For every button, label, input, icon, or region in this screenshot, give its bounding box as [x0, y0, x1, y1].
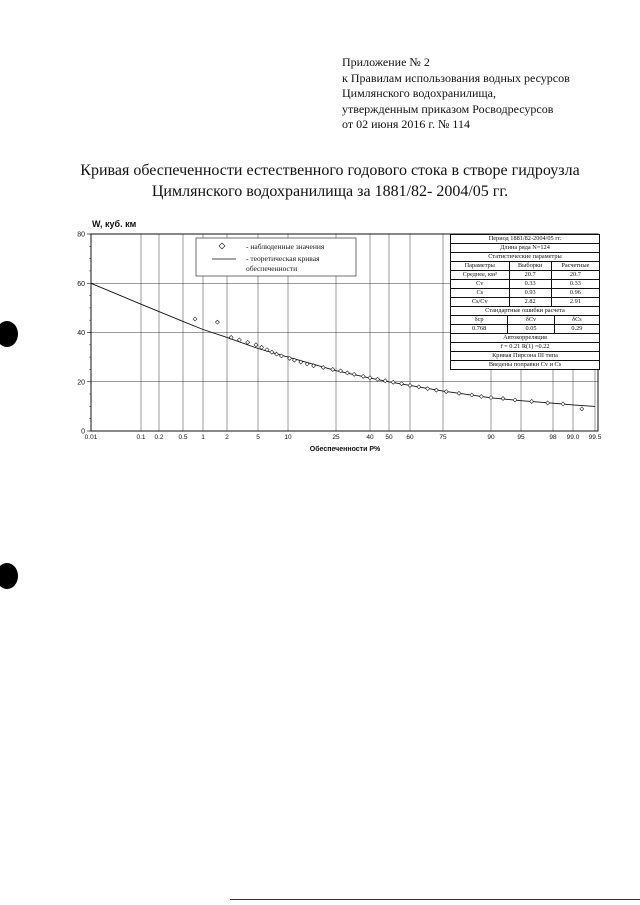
observed-point	[444, 390, 448, 394]
col-header: Выборки	[509, 262, 551, 271]
error-header: δCs	[554, 316, 599, 325]
x-tick-label: 60	[406, 434, 414, 441]
appendix-line: утвержденным приказом Росводресурсов	[342, 101, 554, 116]
stats-length: Длина ряда N=124	[451, 244, 599, 253]
observed-point	[352, 372, 356, 376]
y-tick-label: 0	[81, 428, 85, 436]
x-axis-label: Обеспеченности Р%	[309, 446, 381, 453]
observed-point	[345, 371, 349, 375]
appendix-line: Цимлянского водохранилища,	[342, 86, 496, 100]
appendix-line: Приложение № 2	[342, 55, 430, 69]
col-header: Расчетные	[551, 262, 599, 271]
y-axis-label: W, куб. км	[92, 219, 137, 229]
observed-point	[254, 343, 258, 347]
error-value: 0.29	[554, 325, 599, 334]
observed-point	[270, 350, 274, 354]
param-name: Cs	[451, 289, 509, 298]
param-sample: 0.93	[509, 289, 551, 298]
chart-legend	[196, 238, 356, 276]
x-tick-label: 0.1	[136, 434, 146, 441]
col-header: Параметры	[451, 262, 509, 271]
observed-point	[275, 352, 279, 356]
error-value: 0.768	[451, 325, 508, 334]
observed-point	[513, 398, 517, 402]
observed-point	[391, 380, 395, 384]
page-edge-line	[230, 899, 640, 900]
error-header: δср	[451, 316, 508, 325]
observed-point	[361, 374, 365, 378]
binder-hole-bottom	[0, 563, 18, 589]
y-tick-label: 80	[77, 231, 85, 239]
observed-point	[479, 395, 483, 399]
legend-observed: - наблюденные значения	[246, 242, 325, 251]
legend-theoretical-2: обеспеченности	[246, 264, 298, 273]
x-tick-label: 99.5	[588, 434, 602, 441]
observed-point	[489, 396, 493, 400]
error-value: 0.05	[508, 325, 555, 334]
observed-point	[417, 385, 421, 389]
x-tick-label: 40	[366, 434, 374, 441]
param-name: Cs/Cv	[451, 298, 509, 307]
stats-corrections: Введены поправки Cv и Cs	[488, 361, 562, 368]
observed-point	[376, 377, 380, 381]
x-tick-label: 1	[201, 434, 205, 441]
observed-point	[383, 379, 387, 383]
observed-point	[470, 393, 474, 397]
statistics-table	[450, 234, 600, 370]
x-tick-label: 0.01	[84, 434, 98, 441]
y-tick-label: 40	[77, 330, 85, 337]
appendix-line: от 02 июня 2016 г. № 114	[342, 117, 470, 131]
observed-point	[546, 401, 550, 405]
appendix-line: к Правилам использования водных ресурсов	[342, 70, 570, 85]
observed-point	[331, 367, 335, 371]
x-tick-label: 10	[284, 434, 292, 441]
x-tick-label: 0.2	[154, 434, 164, 441]
observed-point	[580, 407, 584, 411]
param-name: Cv	[451, 280, 509, 289]
param-sample: 2.82	[509, 298, 551, 307]
observed-point	[368, 376, 372, 380]
stats-autocorr-title: Автокорреляция	[451, 333, 599, 343]
stats-period: Период 1881/82-2004/05 гг.	[451, 235, 599, 244]
y-tick-label: 20	[77, 379, 85, 387]
x-tick-label: 2	[225, 434, 229, 441]
observed-point	[434, 388, 438, 392]
x-tick-label: 99.0	[566, 434, 580, 441]
param-sample: 20.7	[509, 271, 551, 280]
observed-point	[215, 320, 219, 324]
observed-point	[426, 387, 430, 391]
x-tick-label: 5	[256, 434, 260, 441]
param-name: Среднее, км³	[451, 271, 509, 280]
observed-point	[501, 396, 505, 400]
observed-point	[561, 402, 565, 406]
x-tick-label: 50	[385, 434, 393, 441]
stats-params-title: Статистические параметры	[451, 253, 599, 262]
title-line-1: Кривая обеспеченности естественного годового стока в створе гидроузла	[80, 162, 580, 179]
x-tick-label: 90	[487, 434, 495, 441]
legend-theoretical-1: - теоретическая кривая	[246, 254, 320, 263]
param-calc: 20.7	[551, 271, 599, 280]
stats-autocorr-value: r̄ = 0.21 R(1) =0.22	[451, 343, 599, 352]
observed-point	[530, 399, 534, 403]
stats-params-table	[451, 262, 599, 306]
error-header: δCv	[508, 316, 555, 325]
x-tick-label: 98	[549, 434, 557, 441]
x-tick-label: 95	[517, 434, 525, 441]
x-tick-label: 75	[439, 434, 447, 441]
param-calc: 0.33	[551, 280, 599, 289]
x-tick-label: 0.5	[178, 434, 188, 441]
observed-point	[193, 317, 197, 321]
observed-point	[457, 391, 461, 395]
stats-errors-title: Стандартные ошибки расчета	[451, 306, 599, 316]
param-sample: 0.33	[509, 280, 551, 289]
stats-curve-type: Кривая Пирсона III типа	[451, 352, 599, 361]
observed-point	[246, 340, 250, 344]
param-calc: 2.91	[551, 298, 599, 307]
stats-errors-table	[451, 316, 599, 333]
observed-point	[321, 365, 325, 369]
y-tick-label: 60	[77, 280, 85, 288]
x-tick-label: 25	[332, 434, 340, 441]
param-calc: 0.96	[551, 289, 599, 298]
observed-point	[408, 383, 412, 387]
observed-point	[400, 382, 404, 386]
title-line-2: Цимлянского водохранилища за 1881/82- 2004/05 гг.	[151, 183, 509, 200]
